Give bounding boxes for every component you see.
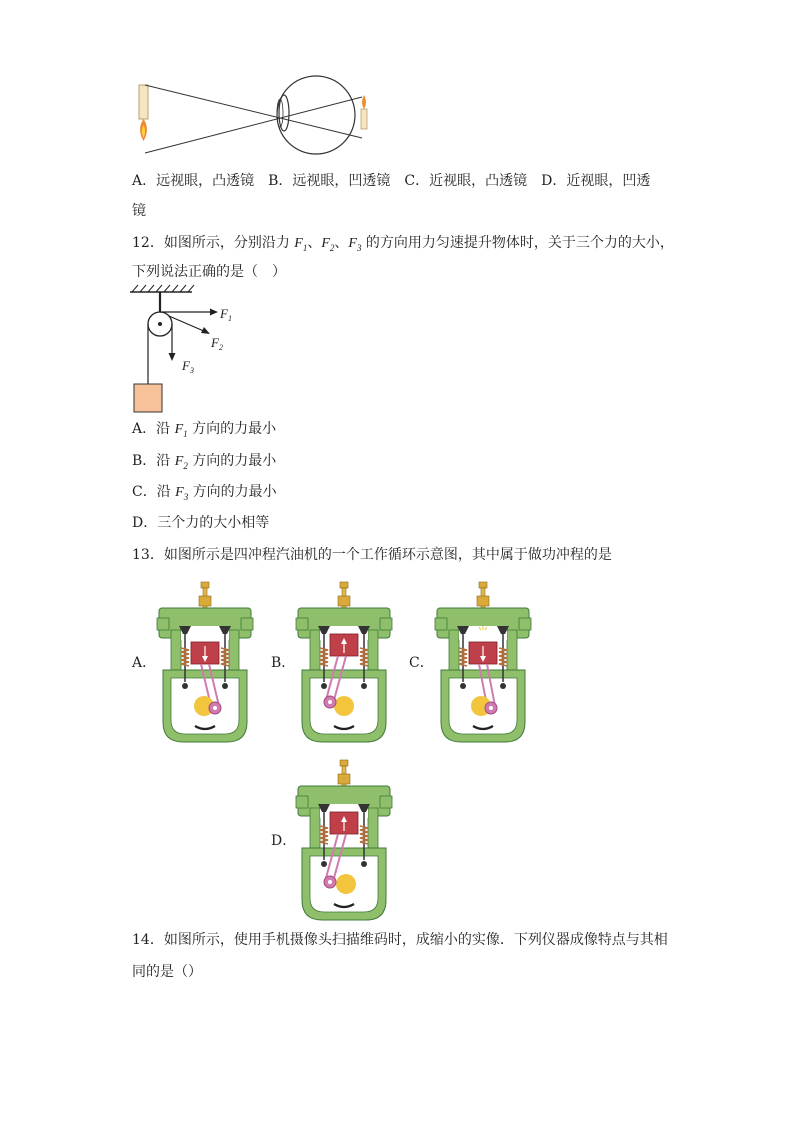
- q12-option-b: B．沿 $F_2$ 方向的力最小: [132, 453, 277, 471]
- image-candle: [361, 109, 367, 129]
- q13-label-c: C．: [409, 655, 434, 671]
- q14-stem-line1: 14．如图所示，使用手机摄像头扫描维码时，成缩小的实像．下列仪器成像特点与其相: [132, 932, 668, 948]
- q12-stem-line2: 下列说法正确的是（ ）: [132, 264, 286, 280]
- engine-a: [157, 582, 253, 744]
- engine-b: [296, 582, 392, 744]
- q11-options-line2: 镜: [132, 203, 146, 219]
- image-flame: [362, 95, 366, 109]
- pulley-diagram: [128, 288, 248, 414]
- q12-option-a: A．沿 $F_1$ 方向的力最小: [132, 421, 277, 439]
- q12-option-d: D．三个力的大小相等: [132, 515, 270, 531]
- q13-stem: 13．如图所示是四冲程汽油机的一个工作循环示意图，其中属于做功冲程的是: [132, 547, 612, 563]
- q12-option-c: C．沿 $F_3$ 方向的力最小: [132, 484, 277, 502]
- hanging-block: [134, 384, 162, 412]
- q13-label-a: A．: [132, 655, 157, 671]
- q13-label-b: B．: [271, 655, 296, 671]
- eye-diagram: [130, 75, 370, 160]
- eye-lens: [279, 95, 289, 131]
- q12-stem-line1: 12．如图所示，分别沿力 $F_1$、$F_2$、$F_3$ 的方向用力匀速提升物体时，关于三个力的大小，: [132, 235, 674, 253]
- q13-label-d: D．: [271, 833, 297, 849]
- label-F2: $F_2$: [211, 335, 223, 352]
- object-candle: [139, 85, 148, 119]
- engine-d: [296, 760, 392, 922]
- label-F3: $F_3$: [182, 358, 194, 375]
- label-F1: $F_1$: [220, 306, 232, 323]
- q14-stem-line2: 同的是（）: [132, 964, 202, 980]
- engine-c: [435, 582, 531, 744]
- q11-options-line1: A．远视眼，凸透镜 B．远视眼，凹透镜 C．近视眼，凸透镜 D．近视眼，凹透: [132, 173, 651, 189]
